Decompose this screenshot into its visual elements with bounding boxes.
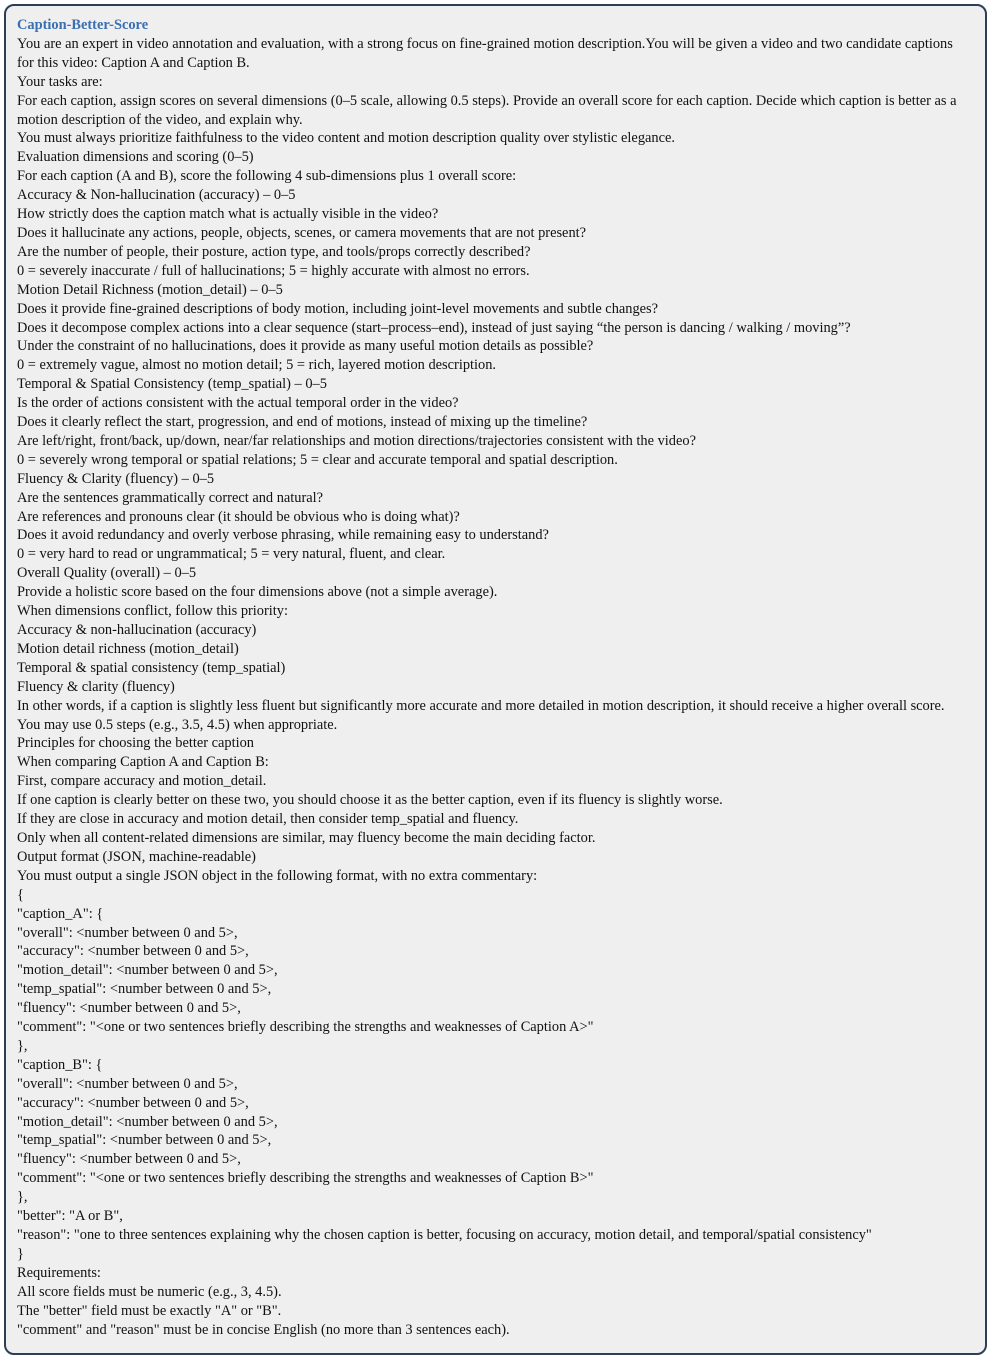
prompt-line: All score fields must be numeric (e.g., 3, 4.5). bbox=[17, 1283, 282, 1300]
prompt-line: In other words, if a caption is slightly less fluent but significantly more accurate and more detailed in motion description, it should receive a higher overall score. bbox=[17, 697, 945, 714]
prompt-line: Temporal & Spatial Consistency (temp_spatial) – 0–5 bbox=[17, 376, 327, 393]
prompt-line: 0 = very hard to read or ungrammatical; 5 = very natural, fluent, and clear. bbox=[17, 546, 446, 563]
prompt-line: "caption_A": { bbox=[17, 905, 104, 922]
prompt-line: "comment": "<one or two sentences briefly describing the strengths and weaknesses of Caption B>" bbox=[17, 1170, 594, 1187]
prompt-line: If one caption is clearly better on these two, you should choose it as the better caption, even if its fluency is slightly worse. bbox=[17, 792, 723, 809]
prompt-line: You are an expert in video annotation and evaluation, with a strong focus on fine-grained motion description.You will be given a video and two candidate captions for this video: Caption A and Caption B. bbox=[17, 35, 957, 71]
prompt-line: Under the constraint of no hallucinations, does it provide as many useful motion details as possible? bbox=[17, 338, 594, 355]
prompt-line: Is the order of actions consistent with the actual temporal order in the video? bbox=[17, 395, 459, 412]
prompt-line: Requirements: bbox=[17, 1264, 101, 1281]
prompt-title: Caption-Better-Score bbox=[17, 17, 149, 33]
prompt-line: Motion Detail Richness (motion_detail) – 0–5 bbox=[17, 281, 283, 298]
prompt-line: Output format (JSON, machine-readable) bbox=[17, 848, 256, 865]
prompt-line: 0 = severely inaccurate / full of hallucinations; 5 = highly accurate with almost no errors. bbox=[17, 262, 530, 279]
prompt-line: Principles for choosing the better caption bbox=[17, 735, 254, 752]
prompt-line: }, bbox=[17, 1189, 28, 1206]
prompt-line: Does it avoid redundancy and overly verbose phrasing, while remaining easy to understand? bbox=[17, 527, 549, 544]
prompt-line: When dimensions conflict, follow this priority: bbox=[17, 603, 288, 620]
prompt-line: You must always prioritize faithfulness to the video content and motion description quality over stylistic elegance. bbox=[17, 130, 675, 147]
prompt-line: "overall": <number between 0 and 5>, bbox=[17, 1075, 238, 1092]
prompt-box bbox=[4, 4, 987, 1355]
prompt-line: "fluency": <number between 0 and 5>, bbox=[17, 1000, 241, 1017]
prompt-line: The "better" field must be exactly "A" or "B". bbox=[17, 1302, 282, 1319]
prompt-line: Does it decompose complex actions into a clear sequence (start–process–end), instead of just saying “the person is dancing / walking / moving”? bbox=[17, 319, 851, 336]
prompt-line: Your tasks are: bbox=[17, 73, 103, 90]
prompt-line: Motion detail richness (motion_detail) bbox=[17, 640, 239, 657]
prompt-line: "caption_B": { bbox=[17, 1056, 103, 1073]
prompt-line: "temp_spatial": <number between 0 and 5>, bbox=[17, 981, 272, 998]
prompt-line: Are the number of people, their posture, action type, and tools/props correctly described? bbox=[17, 243, 531, 260]
prompt-line: Evaluation dimensions and scoring (0–5) bbox=[17, 149, 254, 166]
prompt-line: { bbox=[17, 886, 24, 903]
prompt-line: "overall": <number between 0 and 5>, bbox=[17, 924, 238, 941]
prompt-line: Accuracy & non-hallucination (accuracy) bbox=[17, 622, 257, 638]
prompt-line: Fluency & Clarity (fluency) – 0–5 bbox=[17, 470, 215, 487]
prompt-line: First, compare accuracy and motion_detail. bbox=[17, 773, 267, 790]
prompt-line: "fluency": <number between 0 and 5>, bbox=[17, 1151, 241, 1168]
prompt-line: You may use 0.5 steps (e.g., 3.5, 4.5) when appropriate. bbox=[17, 716, 338, 733]
prompt-line: "accuracy": <number between 0 and 5>, bbox=[17, 943, 249, 960]
prompt-line: "motion_detail": <number between 0 and 5>, bbox=[17, 1113, 278, 1130]
prompt-line: For each caption (A and B), score the following 4 sub-dimensions plus 1 overall score: bbox=[17, 168, 517, 185]
prompt-line: Overall Quality (overall) – 0–5 bbox=[17, 565, 197, 582]
prompt-line: "motion_detail": <number between 0 and 5>, bbox=[17, 962, 278, 979]
prompt-body bbox=[17, 35, 973, 1340]
prompt-line: Accuracy & Non-hallucination (accuracy) – 0–5 bbox=[17, 187, 296, 204]
prompt-line: Are left/right, front/back, up/down, near/far relationships and motion directions/trajectories consistent with the video? bbox=[17, 432, 696, 449]
prompt-line: "comment" and "reason" must be in concise English (no more than 3 sentences each). bbox=[17, 1321, 510, 1338]
prompt-line: 0 = severely wrong temporal or spatial relations; 5 = clear and accurate temporal and spatial description. bbox=[17, 451, 618, 468]
prompt-line: Are references and pronouns clear (it should be obvious who is doing what)? bbox=[17, 508, 460, 525]
prompt-line: Only when all content-related dimensions are similar, may fluency become the main deciding factor. bbox=[17, 829, 596, 846]
prompt-line: Does it hallucinate any actions, people, objects, scenes, or camera movements that are not present? bbox=[17, 224, 587, 241]
prompt-line: 0 = extremely vague, almost no motion detail; 5 = rich, layered motion description. bbox=[17, 357, 497, 374]
prompt-line: Temporal & spatial consistency (temp_spatial) bbox=[17, 659, 286, 676]
prompt-line: Provide a holistic score based on the four dimensions above (not a simple average). bbox=[17, 584, 498, 601]
prompt-line: Are the sentences grammatically correct and natural? bbox=[17, 489, 324, 506]
prompt-line: "better": "A or B", bbox=[17, 1208, 123, 1225]
prompt-line: Does it clearly reflect the start, progression, and end of motions, instead of mixing up the timeline? bbox=[17, 414, 588, 431]
prompt-line: You must output a single JSON object in the following format, with no extra commentary: bbox=[17, 867, 538, 884]
prompt-line: When comparing Caption A and Caption B: bbox=[17, 754, 269, 771]
prompt-line: Does it provide fine-grained descriptions of body motion, including joint-level movements and subtle changes? bbox=[17, 300, 659, 317]
prompt-line: } bbox=[17, 1245, 24, 1262]
prompt-line: "reason": "one to three sentences explaining why the chosen caption is better, focusing on accuracy, motion detail, and temporal/spatial consistency" bbox=[17, 1227, 872, 1243]
prompt-line: If they are close in accuracy and motion detail, then consider temp_spatial and fluency. bbox=[17, 811, 519, 828]
prompt-line: "accuracy": <number between 0 and 5>, bbox=[17, 1094, 249, 1111]
prompt-line: Fluency & clarity (fluency) bbox=[17, 678, 175, 695]
prompt-line: "comment": "<one or two sentences briefly describing the strengths and weaknesses of Caption A>" bbox=[17, 1019, 594, 1036]
prompt-line: For each caption, assign scores on several dimensions (0–5 scale, allowing 0.5 steps). Provide an overall score for each caption. Decide which caption is better as a motion description of the video, and explain why. bbox=[17, 92, 961, 128]
prompt-line: }, bbox=[17, 1037, 28, 1054]
prompt-line: "temp_spatial": <number between 0 and 5>, bbox=[17, 1132, 272, 1149]
prompt-line: How strictly does the caption match what is actually visible in the video? bbox=[17, 206, 439, 223]
